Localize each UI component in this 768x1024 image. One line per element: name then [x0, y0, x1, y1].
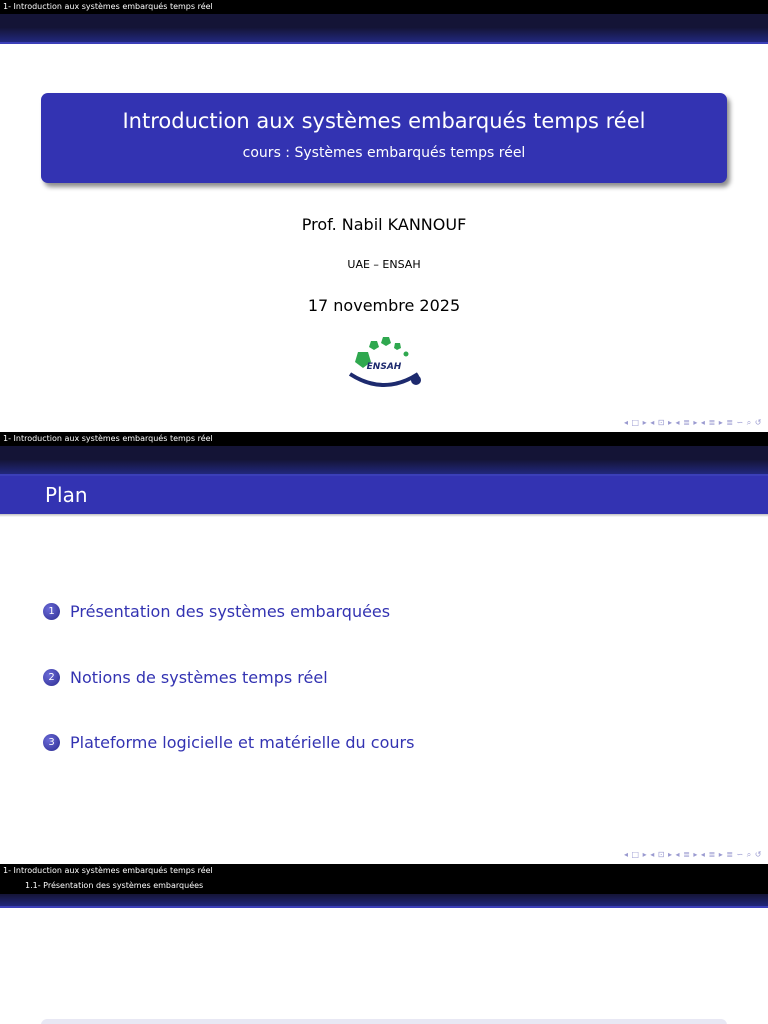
headline-band: [0, 894, 768, 908]
toc-item[interactable]: [43, 602, 390, 621]
logo-ball: [411, 375, 421, 385]
headline-section[interactable]: 1- Introduction aux systèmes embarqués temps réel: [3, 866, 213, 875]
presentation-title: Introduction aux systèmes embarqués temps réel: [122, 109, 646, 133]
navigation-icons[interactable]: ◂ □ ▸ ◂ ⊡ ▸ ◂ ≣ ▸ ◂ ≣ ▸ ≣ ∽ ⌕ ↺: [623, 850, 762, 859]
logo-text: ENSAH: [366, 362, 402, 372]
headline-band: [0, 446, 768, 476]
date: 17 novembre 2025: [307, 296, 461, 315]
presentation-subtitle: cours : Systèmes embarqués temps réel: [242, 145, 526, 161]
toc-item-label[interactable]: Notions de systèmes temps réel: [70, 668, 328, 687]
author: Prof. Nabil KANNOUF: [301, 215, 467, 234]
content-block: [41, 1019, 727, 1024]
logo-pentagon-2: [381, 337, 391, 346]
frame-title: Plan: [45, 483, 88, 507]
headline-band: [0, 14, 768, 44]
toc-number-icon: 2: [43, 669, 60, 686]
toc-item[interactable]: [43, 668, 328, 687]
headline-bar: [0, 0, 768, 14]
toc-item[interactable]: [43, 733, 414, 752]
headline-bar: [0, 432, 768, 446]
headline-bar: [0, 864, 768, 894]
toc-number-icon: 3: [43, 734, 60, 751]
section-slide: [0, 864, 768, 1024]
plan-slide: [0, 432, 768, 864]
headline-subsection[interactable]: 1.1- Présentation des systèmes embarquées: [25, 881, 204, 890]
logo-pentagon-1: [369, 341, 379, 350]
logo-swoosh: [350, 374, 418, 385]
toc-number-icon: 1: [43, 603, 60, 620]
institute: UAE – ENSAH: [347, 258, 421, 271]
toc-item-label[interactable]: Présentation des systèmes embarquées: [70, 602, 391, 621]
headline-section[interactable]: 1- Introduction aux systèmes embarqués temps réel: [3, 434, 213, 443]
toc-item-label[interactable]: Plateforme logicielle et matérielle du cours: [70, 733, 415, 752]
title-slide: [0, 0, 768, 432]
navigation-icons[interactable]: ◂ □ ▸ ◂ ⊡ ▸ ◂ ≣ ▸ ◂ ≣ ▸ ≣ ∽ ⌕ ↺: [623, 418, 762, 427]
frame-title-bar: [0, 476, 768, 514]
title-box: [41, 93, 727, 183]
ensah-logo-icon: [344, 334, 424, 394]
headline-section[interactable]: 1- Introduction aux systèmes embarqués temps réel: [3, 2, 213, 11]
logo-pentagon-3: [394, 343, 401, 350]
logo-dot: [404, 352, 409, 357]
